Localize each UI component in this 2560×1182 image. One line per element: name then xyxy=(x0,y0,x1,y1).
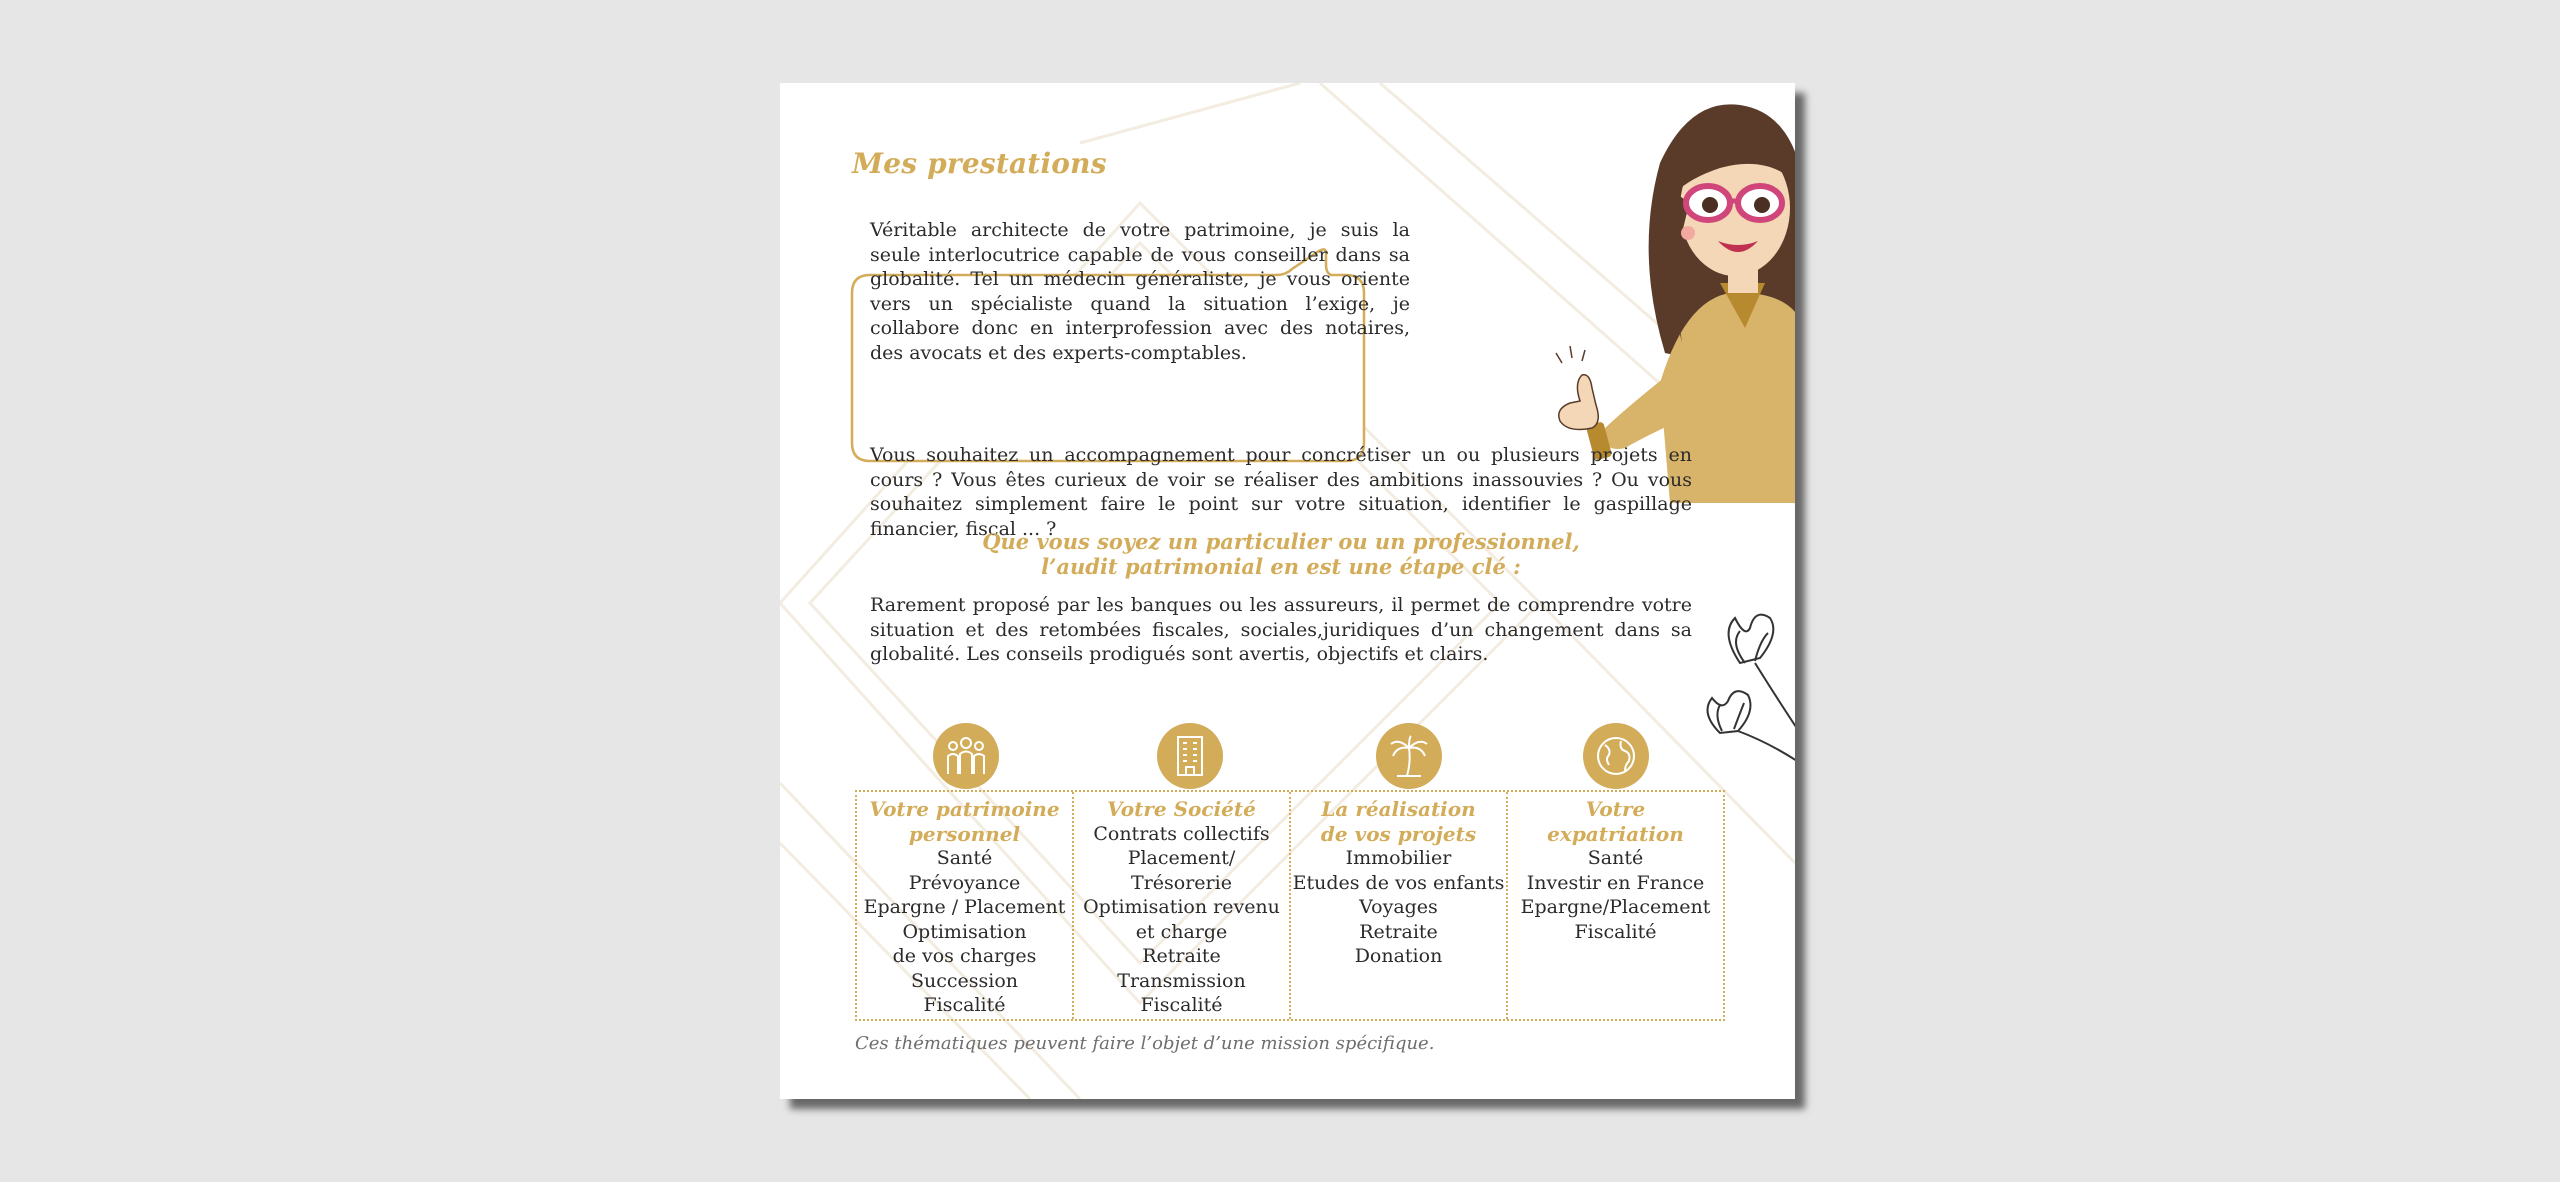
service-item: Voyages xyxy=(1359,896,1438,918)
service-column-expatriation xyxy=(1508,792,1723,1019)
service-title: Votre Société xyxy=(1107,797,1256,821)
service-item: Placement/ xyxy=(1127,847,1236,869)
service-item: Retraite xyxy=(1142,945,1221,967)
footnote: Ces thématiques peuvent faire l’objet d’une mission spécifique. xyxy=(855,1033,1435,1054)
service-item: Donation xyxy=(1354,945,1443,967)
intro-bubble-text: Véritable architecte de votre patrimoine, je suis la seule interlocutrice capable de vous conseiller dans sa globalité. Tel un médecin généraliste, je vous oriente vers un spécialiste quand la situation l’exige, je collabore donc en interprofession avec des notaires, des avocats et des experts-comptables. xyxy=(870,219,1410,364)
service-item: Santé xyxy=(936,847,993,869)
brochure-page xyxy=(780,83,1795,1099)
globe-icon xyxy=(1583,723,1649,789)
service-item: de vos charges xyxy=(892,945,1037,967)
service-item: Epargne/Placement xyxy=(1520,896,1711,918)
intro-paragraph: Vous souhaitez un accompagnement pour concrétiser un ou plusieurs projets en cours ? Vous êtes curieux de voir se réaliser des ambitions inassouvies ? Ou vous souhaitez simplement faire le point sur votre situation, identifier le gaspillage financier, fiscal ... ? xyxy=(870,444,1692,540)
services-table xyxy=(855,790,1725,1021)
flower-illustration xyxy=(1700,603,1795,773)
service-title: Votre patrimoine personnel xyxy=(869,797,1060,846)
service-item: Fiscalité xyxy=(1574,920,1657,943)
highlight-line-1: Que vous soyez un particulier ou un professionnel, xyxy=(982,529,1580,554)
service-item: Prévoyance xyxy=(908,871,1021,894)
service-item: Optimisation revenu xyxy=(1083,896,1280,918)
service-column-projects xyxy=(1291,792,1508,1019)
service-item: et charge xyxy=(1135,920,1228,943)
service-item: Epargne / Placement xyxy=(863,896,1066,918)
audit-paragraph: Rarement proposé par les banques ou les assureurs, il permet de comprendre votre situation et des retombées fiscales, sociales,juridiques d’un changement dans sa globalité. Les conseils prodigués sont avertis, objectifs et clairs. xyxy=(870,594,1692,665)
advisor-illustration xyxy=(1420,83,1795,503)
service-item: Optimisation xyxy=(902,920,1027,943)
service-item: Transmission xyxy=(1117,969,1246,992)
service-item: Investir en France xyxy=(1526,871,1705,894)
service-title: La réalisation de vos projets xyxy=(1320,797,1477,846)
service-item: Fiscalité xyxy=(1140,994,1223,1016)
highlight-line-2: l’audit patrimonial en est une étape clé : xyxy=(1041,554,1521,579)
building-icon xyxy=(1157,723,1223,789)
family-icon xyxy=(933,723,999,789)
service-item: Trésorerie xyxy=(1131,871,1232,894)
palm-tree-icon xyxy=(1376,723,1442,789)
service-item: Etudes de vos enfants xyxy=(1292,871,1505,894)
service-item: Contrats collectifs xyxy=(1093,822,1270,845)
service-item: Immobilier xyxy=(1345,847,1452,869)
service-item: Succession xyxy=(910,969,1019,992)
service-item: Fiscalité xyxy=(923,994,1006,1016)
page-title: Mes prestations xyxy=(852,147,1107,180)
service-item: Retraite xyxy=(1359,920,1438,943)
highlight-statement xyxy=(870,529,1692,579)
service-column-company xyxy=(1074,792,1291,1019)
service-title: Votre expatriation xyxy=(1547,797,1684,846)
service-item: Santé xyxy=(1587,847,1644,869)
service-column-personal xyxy=(857,792,1074,1019)
